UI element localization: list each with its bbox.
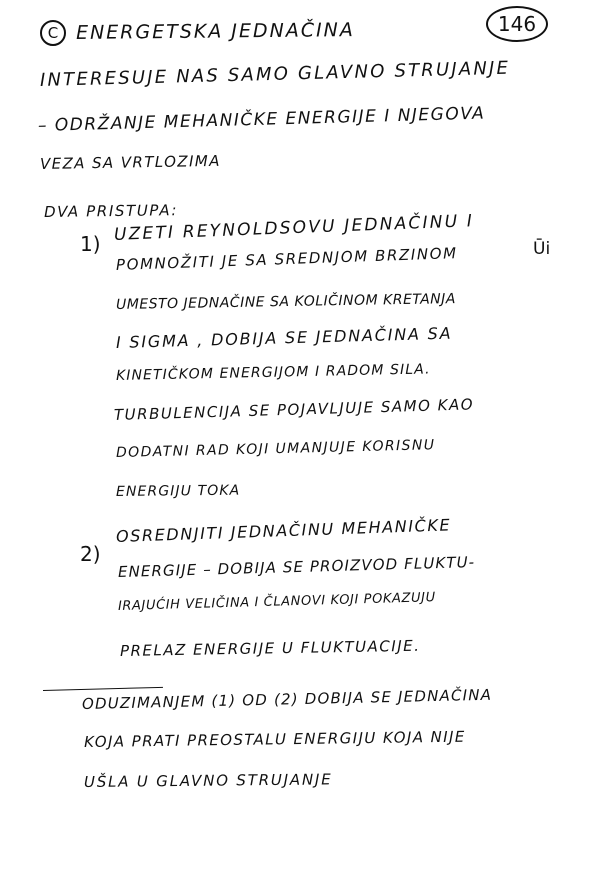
item-1-line-1: UZETI REYNOLDSOVU JEDNAČINU I [113, 211, 475, 245]
item-2-line-3: IRAJUĆIH VELIČINA I ČLANOVI KOJI POKAZUJU [117, 590, 436, 614]
intro-line-2: – ODRŽANJE MEHANIČKE ENERGIJE I NJEGOVA [37, 103, 486, 136]
approaches-heading: DVA PRISTUPA: [43, 201, 179, 221]
mean-velocity-annotation: Ūi [533, 239, 551, 259]
item-1-line-7: DODATNI RAD KOJI UMANJUJE KORISNU [115, 437, 436, 461]
intro-line-1: INTERESUJE NAS SAMO GLAVNO STRUJANJE [39, 57, 511, 91]
item-1-line-8: ENERGIJU TOKA [115, 482, 241, 500]
item-2-line-1: OSREDNJITI JEDNAČINU MEHANIČKE [115, 515, 452, 546]
item-2-line-2: ENERGIJE – DOBIJA SE PROIZVOD FLUKTU- [117, 553, 476, 581]
item-1-line-6: TURBULENCIJA SE POJAVLJUJE SAMO KAO [113, 395, 475, 424]
item-2-number: 2) [80, 542, 101, 566]
page-number: 146 [486, 6, 548, 42]
conclusion-line-1: ODUZIMANJEM (1) OD (2) DOBIJA SE JEDNAČINA [81, 685, 493, 713]
intro-line-3: VEZA SA VRTLOZIMA [39, 151, 221, 173]
circled-c-mark: C [40, 20, 66, 46]
conclusion-line-3: UŠLA U GLAVNO STRUJANJE [83, 770, 333, 791]
item-1-line-3: UMESTO JEDNAČINE SA KOLIČINOM KRETANJA [115, 291, 457, 313]
page-title: ENERGETSKA JEDNAČINA [75, 19, 355, 44]
item-1-line-5: KINETIČKOM ENERGIJOM I RADOM SILA. [115, 361, 431, 384]
item-2-line-4: PRELAZ ENERGIJE U FLUKTUACIJE. [119, 636, 421, 660]
item-1-line-4: I SIGMA , DOBIJA SE JEDNAČINA SA [115, 323, 453, 352]
item-1-number: 1) [80, 232, 101, 256]
divider-line [43, 687, 163, 691]
conclusion-line-2: KOJA PRATI PREOSTALU ENERGIJU KOJA NIJE [83, 727, 466, 751]
item-1-line-2: POMNOŽITI JE SA SREDNJOM BRZINOM [115, 244, 458, 274]
